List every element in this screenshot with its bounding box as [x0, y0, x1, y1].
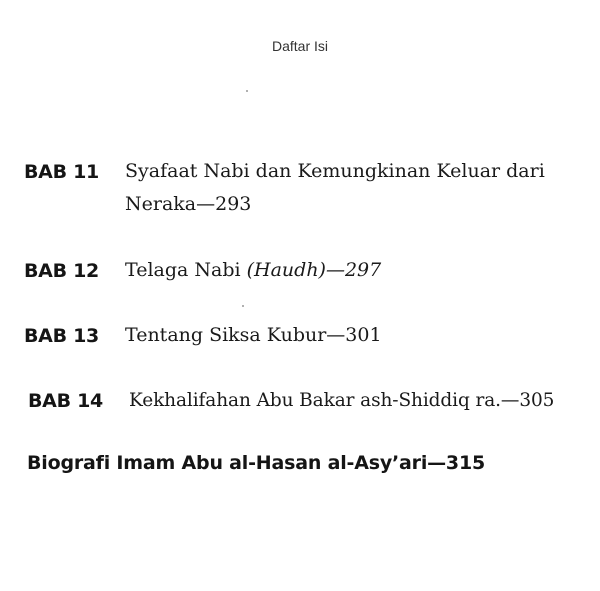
chapter-title: Kekhalifahan Abu Bakar ash-Shiddiq ra.—305: [129, 390, 555, 411]
toc-entry-bab-14[interactable]: [28, 384, 598, 418]
chapter-title-line: Syafaat Nabi dan Kemungkinan Keluar dari: [125, 160, 545, 182]
chapter-title: Tentang Siksa Kubur—301: [125, 324, 382, 346]
page-header: Daftar Isi: [271, 38, 328, 54]
chapter-title-text: Telaga Nabi: [125, 259, 247, 281]
toc-entry-bab-12[interactable]: [24, 254, 594, 288]
chapter-title-italic: (Haudh)—297: [246, 259, 382, 281]
toc-entry-bab-13[interactable]: [24, 319, 594, 353]
chapter-title-line: Neraka—293: [125, 193, 252, 215]
chapter-label: BAB 12: [24, 260, 99, 282]
chapter-label: BAB 14: [28, 390, 103, 412]
toc-entry-bab-11[interactable]: [24, 155, 594, 225]
toc-entry-biography[interactable]: Biografi Imam Abu al-Hasan al-Asy’ari—315: [27, 452, 485, 474]
chapter-label: BAB 13: [24, 325, 99, 347]
print-speck: [246, 90, 248, 92]
chapter-title: [125, 254, 595, 287]
print-speck: [242, 305, 244, 307]
chapter-title: [125, 155, 595, 221]
chapter-label: BAB 11: [24, 161, 99, 183]
